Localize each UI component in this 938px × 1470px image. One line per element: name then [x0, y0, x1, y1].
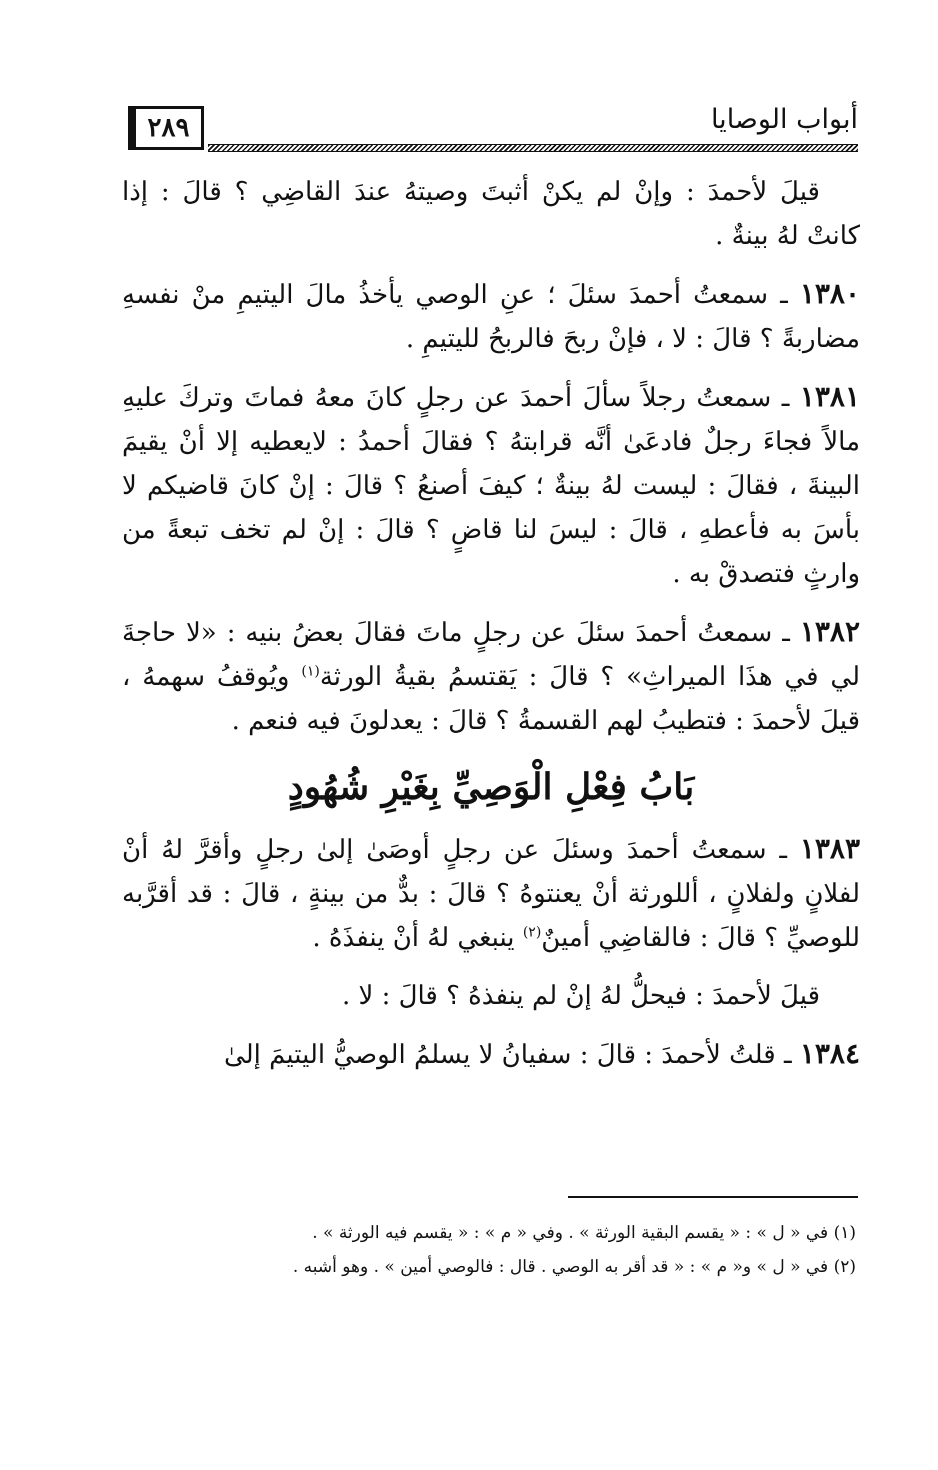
- paragraph-text-continued: ويُوقفُ سهمهُ ، قيلَ لأحمدَ : فتطيبُ لهم القسمةُ ؟ قالَ : يعدلونَ فيه فنعم .: [122, 662, 860, 736]
- paragraph-1381: [122, 375, 860, 596]
- paragraph-text: ـ سمعتُ أحمدَ وسئلَ عن رجلٍ أوصَىٰ إلىٰ رجلٍ وأقرَّ لهُ أنْ لفلانٍ ولفلانٍ ، أللورثة أنْ يعنتوهُ ؟ قالَ : بدٌّ من بينةٍ ، قالَ : قد أقرَّبه للوصيِّ ؟ قالَ : فالقاضِي أمينٌ: [122, 835, 860, 953]
- section-heading: بَابُ فِعْلِ الْوَصِيِّ بِغَيْرِ شُهُودٍ: [287, 766, 695, 808]
- paragraph-number: ١٣٨٣: [799, 832, 860, 865]
- footnotes: [140, 1216, 856, 1284]
- paragraph-number: ١٣٨٢: [799, 615, 860, 648]
- body-text: [122, 170, 860, 1091]
- page-number: ٢٨٩: [128, 106, 204, 150]
- paragraph-text: قيلَ لأحمدَ : وإنْ لم يكنْ أثبتَ وصيتهُ عندَ القاضِي ؟ قالَ : إذا كانتْ لهُ بينةٌ .: [122, 177, 860, 251]
- paragraph-number: ١٣٨١: [799, 380, 860, 413]
- footnote-divider: [568, 1196, 858, 1198]
- paragraph-number: ١٣٨٤: [799, 1037, 860, 1070]
- chapter-title: أبواب الوصايا: [710, 104, 858, 135]
- footnote-2: (٢) في « ل » و« م » : « قد أقر به الوصي . قال : فالوصي أمين » . وهو أشبه .: [292, 1257, 856, 1277]
- page-header: [128, 100, 858, 156]
- paragraph-1383: [122, 827, 860, 960]
- paragraph-text: ـ سمعتُ رجلاً سألَ أحمدَ عن رجلٍ كانَ معهُ فماتَ وتركَ عليهِ مالاً فجاءَ رجلٌ فادعَىٰ أنَّه قرابتهُ ؟ فقالَ أحمدُ : لايعطيه إلا أنْ يقيمَ البينةَ ، فقالَ : ليست لهُ بينةٌ ؛ كيفَ أصنعُ ؟ قالَ : إنْ كانَ قاضيكم لا بأسَ به فأعطهِ ، قالَ : ليسَ لنا قاضٍ ؟ قالَ : إنْ لم تخف تبعةً من وارثٍ فتصدقْ به .: [122, 383, 860, 589]
- paragraph-1382: [122, 610, 860, 743]
- footnote-marker[interactable]: (١): [301, 663, 320, 680]
- paragraph-text: ـ سمعتُ أحمدَ سئلَ ؛ عنِ الوصي يأخذُ مالَ اليتيمِ منْ نفسهِ مضاربةً ؟ قالَ : لا ، فإنْ ربحَ فالربحُ لليتيمِ .: [122, 280, 860, 354]
- paragraph-text: ـ قلتُ لأحمدَ : قالَ : سفيانُ لا يسلمُ الوصيُّ اليتيمَ إلىٰ: [224, 1040, 800, 1070]
- paragraph-1384: [122, 1032, 860, 1077]
- paragraph-text: ـ سمعتُ أحمدَ سئلَ عن رجلٍ ماتَ فقالَ بعضُ بنيه : «لا حاجةَ لي في هذَا الميراثِ» ؟ قالَ : يَقتسمُ بقيةُ الورثة: [122, 618, 860, 692]
- footnote-1: (١) في « ل » : « يقسم البقية الورثة » . وفي « م » : « يقسم فيه الورثة » .: [312, 1223, 856, 1243]
- paragraph: [122, 170, 860, 258]
- paragraph-text-continued: ينبغي لهُ أنْ ينفذَهُ .: [312, 923, 523, 953]
- paragraph-number: ١٣٨٠: [799, 277, 860, 310]
- paragraph-1380: [122, 272, 860, 361]
- footnote-marker[interactable]: (٢): [522, 924, 542, 941]
- paragraph: [122, 974, 860, 1018]
- paragraph-text: قيلَ لأحمدَ : فيحلُّ لهُ إنْ لم ينفذهُ ؟ قالَ : لا .: [341, 981, 820, 1011]
- header-rule: [208, 144, 858, 152]
